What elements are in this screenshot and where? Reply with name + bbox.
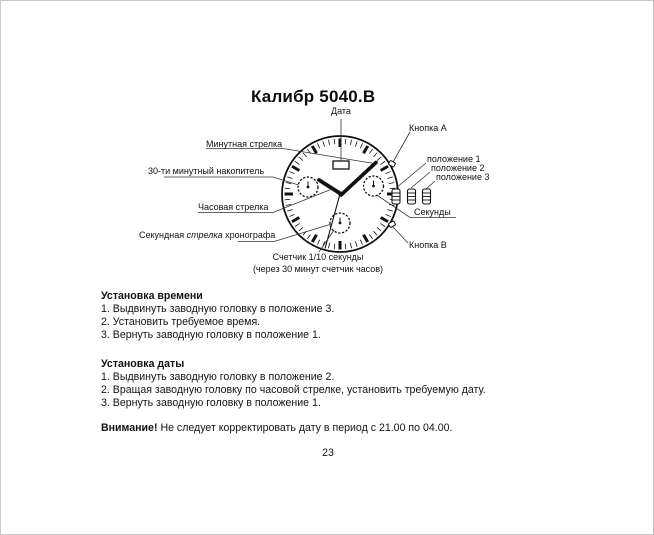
date-window — [333, 161, 349, 169]
label-minute-hand: Минутная стрелка — [206, 139, 283, 149]
label-chrono-post: хронографа — [225, 230, 276, 240]
label-minute-accumulator: 30-ти минутный накопитель — [148, 166, 265, 176]
subdial-tenth-second — [330, 213, 350, 233]
label-button-a: Кнопка A — [409, 123, 447, 133]
date-setting-step-3: 3. Вернуть заводную головку в положение 1. — [101, 397, 321, 409]
label-chrono-pre: Секундная — [139, 230, 185, 240]
date-setting-step-2: 2. Вращая заводную головку по часовой стрелке, установить требуемую дату. — [101, 384, 486, 396]
crown-position-2 — [408, 189, 416, 204]
button-b-leader — [392, 226, 408, 243]
label-button-b: Кнопка B — [409, 240, 447, 250]
page-title: Калибр 5040.B — [251, 87, 376, 106]
label-hour-hand: Часовая стрелка — [198, 202, 269, 212]
date-setting-heading: Установка даты — [101, 358, 185, 370]
subdial-seconds — [364, 176, 384, 196]
label-chrono-italic: стрелка — [186, 230, 223, 240]
page-number: 23 — [322, 447, 334, 459]
label-tenth-second-counter — [218, 252, 418, 275]
position1-leader — [396, 163, 426, 188]
date-setting-step-1: 1. Выдвинуть заводную головку в положение 2. — [101, 371, 335, 383]
label-position-2: положение 2 — [431, 163, 485, 173]
time-setting-heading: Установка времени — [101, 290, 203, 302]
hands-center-dot — [338, 192, 343, 197]
counter-line-1: Счетчик 1/10 секунды — [272, 252, 364, 262]
subdial-30min — [298, 177, 318, 197]
crown-position-3 — [423, 189, 431, 204]
time-setting-step-1: 1. Выдвинуть заводную головку в положение 3. — [101, 303, 335, 315]
warning-label: Внимание! — [101, 422, 158, 434]
time-setting-step-2: 2. Установить требуемое время. — [101, 316, 261, 328]
button-a-leader — [393, 132, 410, 162]
crown-position-1 — [392, 189, 400, 204]
label-chrono-second — [139, 230, 275, 240]
label-position-3: положение 3 — [436, 172, 490, 182]
label-position-1: положение 1 — [427, 154, 481, 164]
warning-text: Не следует корректировать дату в период с 21.00 по 04.00. — [160, 422, 453, 434]
position2-leader — [411, 172, 430, 188]
instructions-block — [101, 290, 555, 460]
minute-accumulator-leader — [164, 177, 299, 185]
label-date: Дата — [331, 106, 351, 116]
time-setting-step-3: 3. Вернуть заводную головку в положение 1. — [101, 329, 321, 341]
counter-line-2: (через 30 минут счетчик часов) — [252, 263, 384, 274]
position3-leader — [426, 181, 435, 189]
label-seconds: Секунды — [414, 207, 451, 217]
warning-line — [101, 422, 555, 435]
